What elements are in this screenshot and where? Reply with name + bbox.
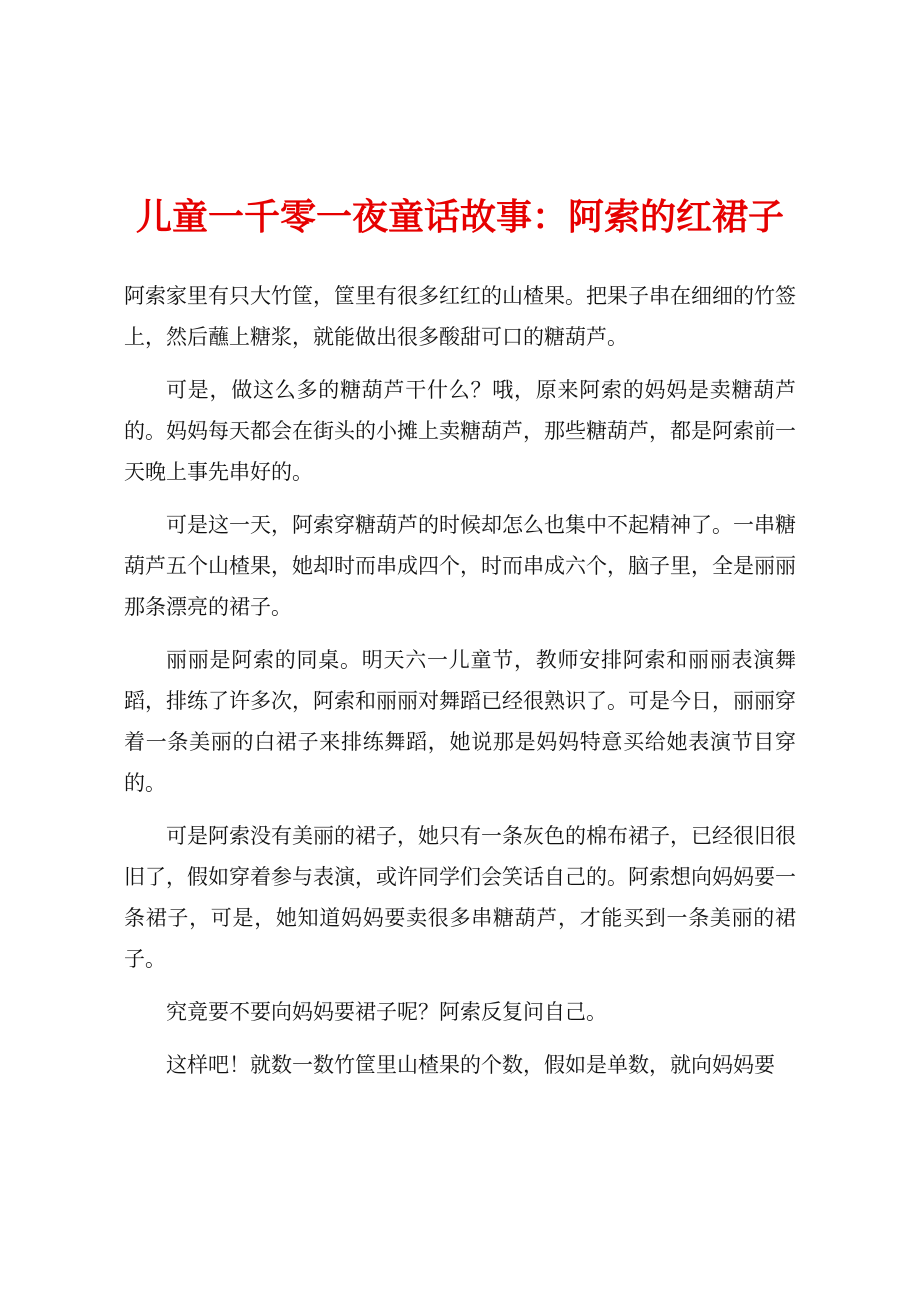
paragraph: 阿索家里有只大竹筐，筐里有很多红红的山楂果。把果子串在细细的竹签上，然后蘸上糖浆，就能做出很多酸甜可口的糖葫芦。 bbox=[124, 284, 796, 349]
document-body bbox=[124, 276, 796, 1098]
paragraph: 丽丽是阿索的同桌。明天六一儿童节，教师安排阿索和丽丽表演舞蹈，排练了许多次，阿索和丽丽对舞蹈已经很熟识了。可是今日，丽丽穿着一条美丽的白裙子来排练舞蹈，她说那是妈妈特意买给她表演节目穿的。 bbox=[124, 648, 796, 795]
paragraph: 可是这一天，阿索穿糖葫芦的时候却怎么也集中不起精神了。一串糖葫芦五个山楂果，她却时而串成四个，时而串成六个，脑子里，全是丽丽那条漂亮的裙子。 bbox=[124, 513, 796, 619]
paragraph: 可是，做这么多的糖葫芦干什么？哦，原来阿索的妈妈是卖糖葫芦的。妈妈每天都会在街头的小摊上卖糖葫芦，那些糖葫芦，都是阿索前一天晚上事先串好的。 bbox=[124, 378, 796, 484]
document-title: 儿童一千零一夜童话故事：阿索的红裙子 bbox=[135, 196, 784, 238]
paragraph: 可是阿索没有美丽的裙子，她只有一条灰色的棉布裙子，已经很旧很旧了，假如穿着参与表演，或许同学们会笑话自己的。阿索想向妈妈要一条裙子，可是，她知道妈妈要卖很多串糖葫芦，才能买到一条美丽的裙子。 bbox=[124, 824, 796, 971]
paragraph: 究竟要不要向妈妈要裙子呢？阿索反复问自己。 bbox=[166, 1000, 607, 1024]
paragraph: 这样吧！就数一数竹筐里山楂果的个数，假如是单数，就向妈妈要 bbox=[166, 1053, 775, 1077]
